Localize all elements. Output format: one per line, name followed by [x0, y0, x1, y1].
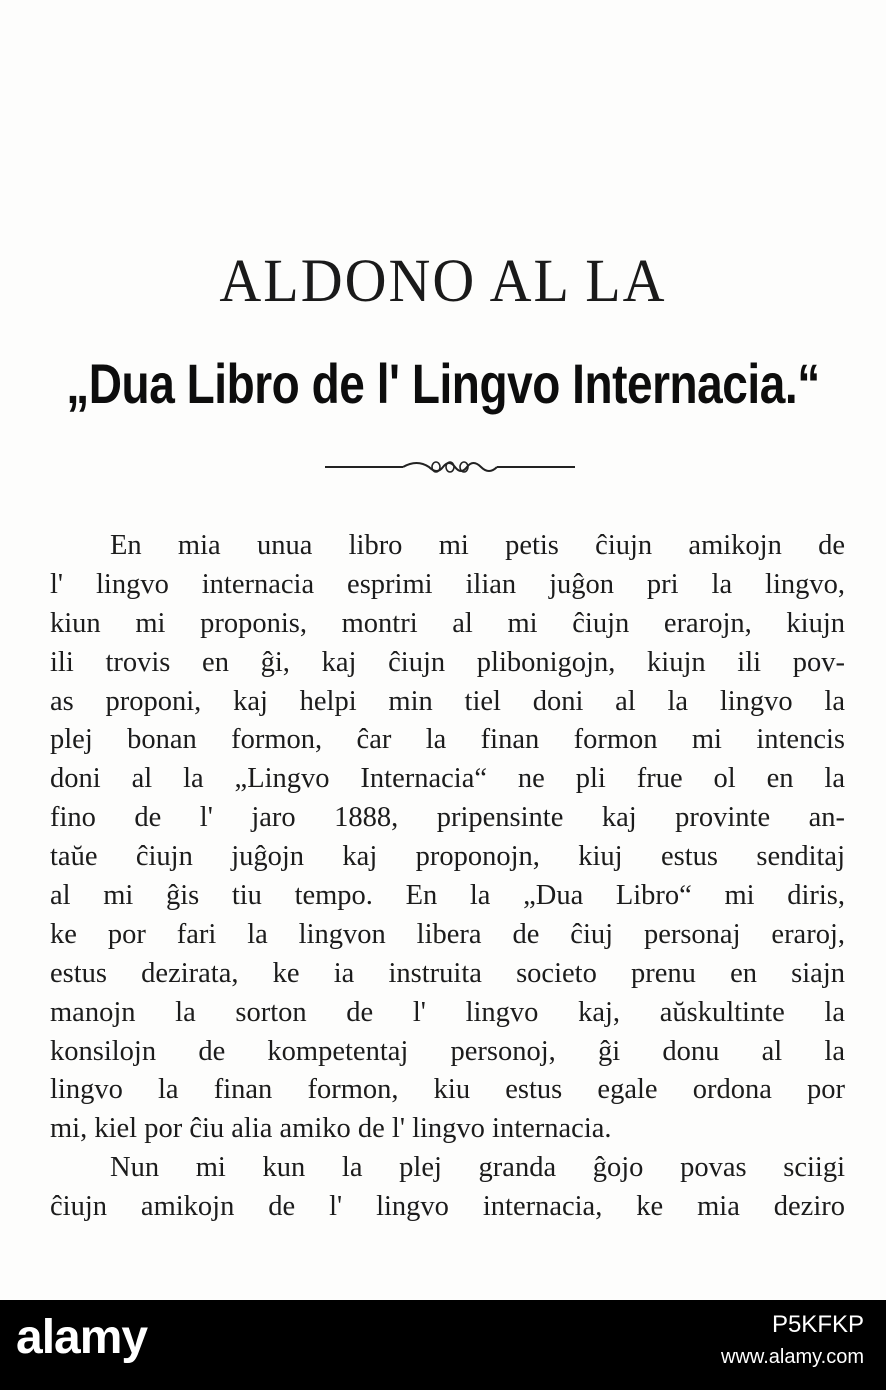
- body-text: [50, 527, 845, 1227]
- text-line: ili trovis en ĝi, kaj ĉiujn plibonigojn, kiujn ili pov-: [50, 646, 845, 678]
- text-line: ke por fari la lingvon libera de ĉiuj personaj eraroj,: [50, 918, 845, 950]
- text-line: l' lingvo internacia esprimi ilian juĝon pri la lingvo,: [50, 568, 845, 600]
- text-line: plej bonan formon, ĉar la finan formon mi intencis: [50, 724, 845, 756]
- text-line: fino de l' jaro 1888, pripensinte kaj provinte an-: [50, 802, 845, 834]
- text-line: manojn la sorton de l' lingvo kaj, aŭskultinte la: [50, 996, 845, 1028]
- text-line: konsilojn de kompetentaj personoj, ĝi donu al la: [50, 1035, 845, 1067]
- text-line: doni al la „Lingvo Internacia“ ne pli frue ol en la: [50, 763, 845, 795]
- page-subtitle: „Dua Libro de l' Lingvo Internacia.“: [66, 352, 820, 416]
- watermark-logo: alamy: [16, 1311, 148, 1364]
- watermark-image-id: P5KFKP: [771, 1311, 864, 1338]
- page-title: ALDONO AL LA: [219, 246, 667, 315]
- text-line: as proponi, kaj helpi min tiel doni al la lingvo la: [50, 685, 845, 717]
- paragraph: [50, 1149, 845, 1227]
- text-line: lingvo la finan formon, kiu estus egale ordona por: [50, 1074, 845, 1106]
- ornament-divider: [325, 455, 575, 479]
- text-line: mi, kiel por ĉiu alia amiko de l' lingvo internacia.: [50, 1113, 612, 1145]
- text-line: taŭe ĉiujn juĝojn kaj proponojn, kiuj estus senditaj: [50, 841, 845, 873]
- text-line: ĉiujn amikojn de l' lingvo internacia, ke mia deziro: [50, 1191, 845, 1223]
- watermark-url: www.alamy.com: [721, 1346, 864, 1368]
- text-line: Nun mi kun la plej granda ĝojo povas sciigi: [110, 1152, 845, 1184]
- text-line: kiun mi proponis, montri al mi ĉiujn erarojn, kiujn: [50, 607, 845, 639]
- paragraph: [50, 527, 845, 1149]
- text-line: En mia unua libro mi petis ĉiujn amikojn de: [110, 530, 845, 561]
- text-line: estus dezirata, ke ia instruita societo prenu en siajn: [50, 957, 845, 989]
- text-line: al mi ĝis tiu tempo. En la „Dua Libro“ mi diris,: [50, 880, 845, 912]
